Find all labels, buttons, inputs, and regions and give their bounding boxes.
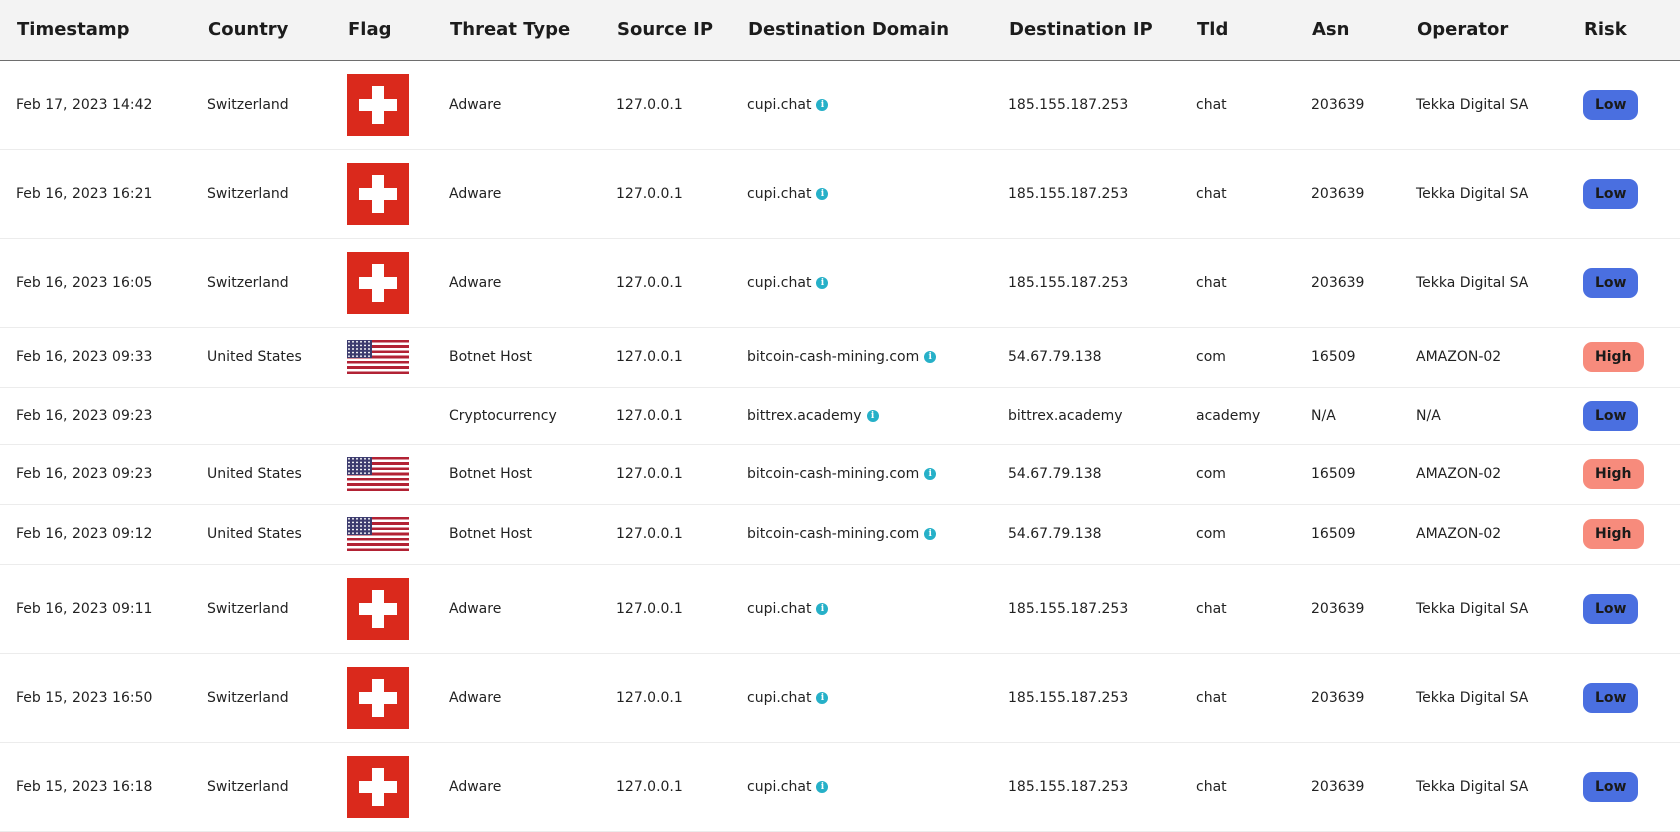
- source-ip-cell: 127.0.0.1: [600, 238, 731, 327]
- tld-cell: chat: [1180, 149, 1295, 238]
- tld-cell: com: [1180, 444, 1295, 504]
- country-cell: Switzerland: [191, 653, 331, 742]
- timestamp-cell: Feb 16, 2023 16:05: [0, 238, 191, 327]
- destination-ip-cell: 185.155.187.253: [992, 238, 1180, 327]
- destination-domain-text: bitcoin-cash-mining.com: [747, 466, 920, 482]
- operator-cell: Tekka Digital SA: [1400, 742, 1567, 831]
- column-header-risk[interactable]: Risk: [1567, 0, 1680, 60]
- country-cell: United States: [191, 444, 331, 504]
- destination-domain-cell: [731, 327, 992, 387]
- info-icon[interactable]: i: [816, 781, 828, 793]
- destination-domain-text: cupi.chat: [747, 689, 812, 706]
- flag-cell: [331, 444, 433, 504]
- destination-domain-cell: [731, 149, 992, 238]
- destination-domain-text: bitcoin-cash-mining.com: [747, 526, 920, 542]
- operator-cell: AMAZON-02: [1400, 444, 1567, 504]
- operator-cell: N/A: [1400, 387, 1567, 444]
- threat-type-cell: Adware: [433, 564, 600, 653]
- source-ip-cell: 127.0.0.1: [600, 504, 731, 564]
- info-icon[interactable]: i: [816, 99, 828, 111]
- destination-ip-cell: bittrex.academy: [992, 387, 1180, 444]
- risk-badge: High: [1583, 459, 1644, 489]
- destination-domain-cell: [731, 444, 992, 504]
- tld-cell: com: [1180, 504, 1295, 564]
- threat-type-cell: Botnet Host: [433, 444, 600, 504]
- asn-cell: 16509: [1295, 504, 1400, 564]
- tld-cell: academy: [1180, 387, 1295, 444]
- asn-cell: N/A: [1295, 387, 1400, 444]
- threat-type-cell: Adware: [433, 60, 600, 149]
- table-row[interactable]: [0, 504, 1680, 564]
- country-cell: United States: [191, 327, 331, 387]
- flag-cell: [331, 742, 433, 831]
- destination-domain-text: cupi.chat: [747, 600, 812, 617]
- column-header-operator[interactable]: Operator: [1400, 0, 1567, 60]
- united-states-flag-icon: [347, 340, 409, 374]
- table-row[interactable]: [0, 327, 1680, 387]
- asn-cell: 16509: [1295, 327, 1400, 387]
- destination-domain-text: cupi.chat: [747, 778, 812, 795]
- operator-cell: Tekka Digital SA: [1400, 149, 1567, 238]
- flag-cell: [331, 387, 433, 444]
- source-ip-cell: 127.0.0.1: [600, 60, 731, 149]
- timestamp-cell: Feb 15, 2023 16:18: [0, 742, 191, 831]
- risk-cell: [1567, 327, 1680, 387]
- destination-domain-text: cupi.chat: [747, 185, 812, 202]
- risk-cell: [1567, 149, 1680, 238]
- destination-domain-cell: [731, 564, 992, 653]
- risk-cell: [1567, 238, 1680, 327]
- info-icon[interactable]: i: [816, 692, 828, 704]
- tld-cell: chat: [1180, 742, 1295, 831]
- column-header-timestamp[interactable]: Timestamp: [0, 0, 191, 60]
- risk-cell: [1567, 60, 1680, 149]
- destination-domain-text: bitcoin-cash-mining.com: [747, 349, 920, 365]
- timestamp-cell: Feb 16, 2023 09:23: [0, 387, 191, 444]
- flag-cell: [331, 238, 433, 327]
- risk-badge: Low: [1583, 594, 1638, 624]
- timestamp-cell: Feb 15, 2023 16:50: [0, 653, 191, 742]
- timestamp-cell: Feb 16, 2023 09:23: [0, 444, 191, 504]
- destination-ip-cell: 185.155.187.253: [992, 60, 1180, 149]
- risk-cell: [1567, 653, 1680, 742]
- tld-cell: chat: [1180, 60, 1295, 149]
- destination-domain-cell: [731, 504, 992, 564]
- table-header-row: [0, 0, 1680, 60]
- timestamp-cell: Feb 17, 2023 14:42: [0, 60, 191, 149]
- switzerland-flag-icon: [347, 756, 409, 818]
- tld-cell: chat: [1180, 653, 1295, 742]
- column-header-destination-domain[interactable]: Destination Domain: [731, 0, 992, 60]
- column-header-country[interactable]: Country: [191, 0, 331, 60]
- risk-cell: [1567, 387, 1680, 444]
- flag-cell: [331, 149, 433, 238]
- destination-domain-cell: [731, 387, 992, 444]
- threat-type-cell: Botnet Host: [433, 504, 600, 564]
- column-header-destination-ip[interactable]: Destination IP: [992, 0, 1180, 60]
- info-icon[interactable]: i: [816, 188, 828, 200]
- destination-ip-cell: 185.155.187.253: [992, 742, 1180, 831]
- risk-badge: Low: [1583, 401, 1638, 431]
- risk-cell: [1567, 742, 1680, 831]
- destination-ip-cell: 185.155.187.253: [992, 653, 1180, 742]
- destination-domain-cell: [731, 238, 992, 327]
- flag-cell: [331, 653, 433, 742]
- operator-cell: Tekka Digital SA: [1400, 60, 1567, 149]
- timestamp-cell: Feb 16, 2023 09:11: [0, 564, 191, 653]
- country-cell: United States: [191, 504, 331, 564]
- source-ip-cell: 127.0.0.1: [600, 327, 731, 387]
- column-header-asn[interactable]: Asn: [1295, 0, 1400, 60]
- flag-cell: [331, 564, 433, 653]
- operator-cell: AMAZON-02: [1400, 504, 1567, 564]
- asn-cell: 203639: [1295, 742, 1400, 831]
- destination-ip-cell: 185.155.187.253: [992, 564, 1180, 653]
- asn-cell: 203639: [1295, 653, 1400, 742]
- threat-type-cell: Cryptocurrency: [433, 387, 600, 444]
- destination-domain-cell: [731, 60, 992, 149]
- table-row[interactable]: [0, 387, 1680, 444]
- timestamp-cell: Feb 16, 2023 09:33: [0, 327, 191, 387]
- switzerland-flag-icon: [347, 578, 409, 640]
- asn-cell: 16509: [1295, 444, 1400, 504]
- flag-cell: [331, 60, 433, 149]
- column-header-flag[interactable]: Flag: [331, 0, 433, 60]
- asn-cell: 203639: [1295, 60, 1400, 149]
- info-icon[interactable]: i: [816, 603, 828, 615]
- risk-badge: Low: [1583, 683, 1638, 713]
- switzerland-flag-icon: [347, 252, 409, 314]
- column-header-tld[interactable]: Tld: [1180, 0, 1295, 60]
- risk-badge: Low: [1583, 772, 1638, 802]
- table-row[interactable]: [0, 742, 1680, 831]
- source-ip-cell: 127.0.0.1: [600, 564, 731, 653]
- flag-cell: [331, 327, 433, 387]
- united-states-flag-icon: [347, 457, 409, 491]
- table-row[interactable]: [0, 564, 1680, 653]
- info-icon[interactable]: i: [867, 410, 879, 422]
- country-cell: [191, 387, 331, 444]
- country-cell: Switzerland: [191, 60, 331, 149]
- table-row[interactable]: [0, 149, 1680, 238]
- threat-type-cell: Adware: [433, 238, 600, 327]
- operator-cell: Tekka Digital SA: [1400, 238, 1567, 327]
- country-cell: Switzerland: [191, 742, 331, 831]
- timestamp-cell: Feb 16, 2023 16:21: [0, 149, 191, 238]
- destination-ip-cell: 54.67.79.138: [992, 327, 1180, 387]
- switzerland-flag-icon: [347, 74, 409, 136]
- asn-cell: 203639: [1295, 238, 1400, 327]
- column-header-threat-type[interactable]: Threat Type: [433, 0, 600, 60]
- destination-ip-cell: 54.67.79.138: [992, 444, 1180, 504]
- risk-badge: High: [1583, 342, 1644, 372]
- source-ip-cell: 127.0.0.1: [600, 653, 731, 742]
- risk-badge: Low: [1583, 179, 1638, 209]
- table-row[interactable]: [0, 444, 1680, 504]
- table-row[interactable]: [0, 60, 1680, 149]
- operator-cell: Tekka Digital SA: [1400, 564, 1567, 653]
- timestamp-cell: Feb 16, 2023 09:12: [0, 504, 191, 564]
- risk-badge: Low: [1583, 90, 1638, 120]
- destination-domain-cell: [731, 653, 992, 742]
- risk-cell: [1567, 504, 1680, 564]
- risk-cell: [1567, 444, 1680, 504]
- switzerland-flag-icon: [347, 163, 409, 225]
- source-ip-cell: 127.0.0.1: [600, 444, 731, 504]
- source-ip-cell: 127.0.0.1: [600, 387, 731, 444]
- threat-type-cell: Botnet Host: [433, 327, 600, 387]
- table-row[interactable]: [0, 653, 1680, 742]
- threat-type-cell: Adware: [433, 742, 600, 831]
- threat-type-cell: Adware: [433, 653, 600, 742]
- tld-cell: com: [1180, 327, 1295, 387]
- risk-badge: High: [1583, 519, 1644, 549]
- table-row[interactable]: [0, 238, 1680, 327]
- country-cell: Switzerland: [191, 238, 331, 327]
- threat-type-cell: Adware: [433, 149, 600, 238]
- destination-domain-text: bittrex.academy: [747, 407, 862, 424]
- source-ip-cell: 127.0.0.1: [600, 149, 731, 238]
- asn-cell: 203639: [1295, 564, 1400, 653]
- tld-cell: chat: [1180, 238, 1295, 327]
- info-icon[interactable]: i: [924, 468, 936, 480]
- source-ip-cell: 127.0.0.1: [600, 742, 731, 831]
- destination-ip-cell: 54.67.79.138: [992, 504, 1180, 564]
- country-cell: Switzerland: [191, 149, 331, 238]
- flag-cell: [331, 504, 433, 564]
- operator-cell: Tekka Digital SA: [1400, 653, 1567, 742]
- tld-cell: chat: [1180, 564, 1295, 653]
- destination-domain-cell: [731, 742, 992, 831]
- column-header-source-ip[interactable]: Source IP: [600, 0, 731, 60]
- destination-ip-cell: 185.155.187.253: [992, 149, 1180, 238]
- country-cell: Switzerland: [191, 564, 331, 653]
- destination-domain-text: cupi.chat: [747, 274, 812, 291]
- united-states-flag-icon: [347, 517, 409, 551]
- risk-cell: [1567, 564, 1680, 653]
- operator-cell: AMAZON-02: [1400, 327, 1567, 387]
- switzerland-flag-icon: [347, 667, 409, 729]
- asn-cell: 203639: [1295, 149, 1400, 238]
- info-icon[interactable]: i: [924, 351, 936, 363]
- info-icon[interactable]: i: [816, 277, 828, 289]
- info-icon[interactable]: i: [924, 528, 936, 540]
- destination-domain-text: cupi.chat: [747, 96, 812, 113]
- risk-badge: Low: [1583, 268, 1638, 298]
